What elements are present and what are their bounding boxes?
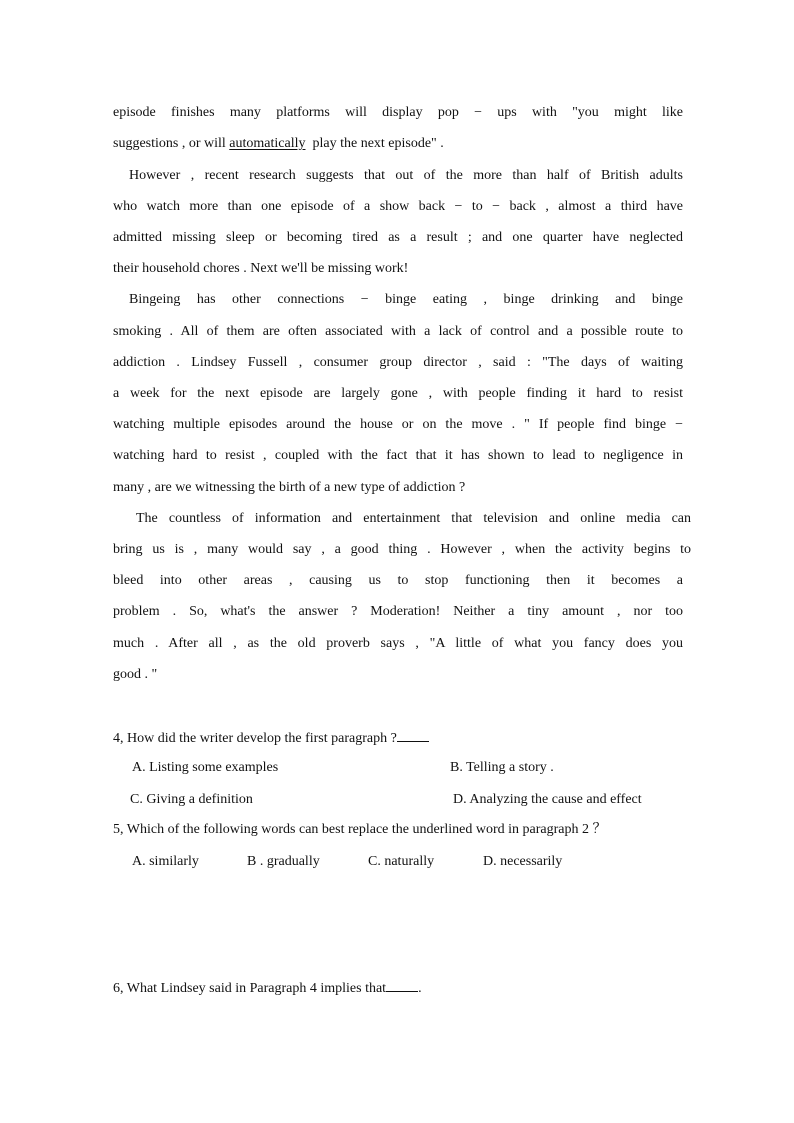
question-stem <box>113 977 683 997</box>
passage-line: bring us is , many would say , a good thing . However , when the activity begins to <box>113 542 691 557</box>
option-d: D. Analyzing the cause and effect <box>453 792 642 807</box>
passage-line: admitted missing sleep or becoming tired as a result ; and one quarter have neglected <box>113 230 683 245</box>
passage-line: Bingeing has other connections − binge eating , binge drinking and binge <box>129 292 683 307</box>
passage-line: their household chores . Next we'll be missing work! <box>113 261 409 276</box>
passage-line: problem . So, what's the answer ? Moderation! Neither a tiny amount , nor too <box>113 604 683 619</box>
option-a: A. similarly <box>132 854 199 869</box>
passage-line: episode finishes many platforms will display pop − ups with "you might like <box>113 105 683 120</box>
passage-line-text: suggestions , or will <box>113 136 226 151</box>
passage-line-text: play the next episode" . <box>312 136 444 151</box>
answer-blank <box>386 977 418 992</box>
question-6-end: . <box>418 981 422 996</box>
question-4-stem: 4, How did the writer develop the first paragraph ? <box>113 731 397 746</box>
option-c: C. naturally <box>368 854 435 869</box>
option-b: B . gradually <box>247 854 320 869</box>
passage-line: bleed into other areas , causing us to stop functioning then it becomes a <box>113 573 683 588</box>
passage-line <box>113 134 683 154</box>
option-c: C. Giving a definition <box>130 792 253 807</box>
passage-line: who watch more than one episode of a show back − to − back , almost a third have <box>113 199 683 214</box>
passage-line: much . After all , as the old proverb says , "A little of what you fancy does you <box>113 636 683 651</box>
passage-line: a week for the next episode are largely gone , with people finding it hard to resist <box>113 386 683 401</box>
underlined-word: automatically <box>229 136 306 151</box>
passage-line: good . " <box>113 667 158 682</box>
passage-line: addiction . Lindsey Fussell , consumer group director , said : "The days of waiting <box>113 355 683 370</box>
question-5-stem: 5, Which of the following words can best replace the underlined word in paragraph 2 ？ <box>113 822 607 837</box>
passage-line: watching hard to resist , coupled with the fact that it has shown to lead to negligence in <box>113 448 683 463</box>
passage-line: many , are we witnessing the birth of a new type of addiction ? <box>113 480 466 495</box>
option-a: A. Listing some examples <box>132 760 279 775</box>
option-b: B. Telling a story . <box>450 760 554 775</box>
option-d: D. necessarily <box>483 854 563 869</box>
passage-line: watching multiple episodes around the house or on the move . " If people find binge − <box>113 417 683 432</box>
passage-line: smoking . All of them are often associated with a lack of control and a possible route to <box>113 324 683 339</box>
passage-line: The countless of information and entertainment that television and online media can <box>136 511 691 526</box>
question-stem <box>113 727 683 747</box>
passage-line: However , recent research suggests that out of the more than half of British adults <box>129 168 683 183</box>
answer-blank <box>397 727 429 742</box>
question-6-stem: 6, What Lindsey said in Paragraph 4 implies that <box>113 981 387 996</box>
